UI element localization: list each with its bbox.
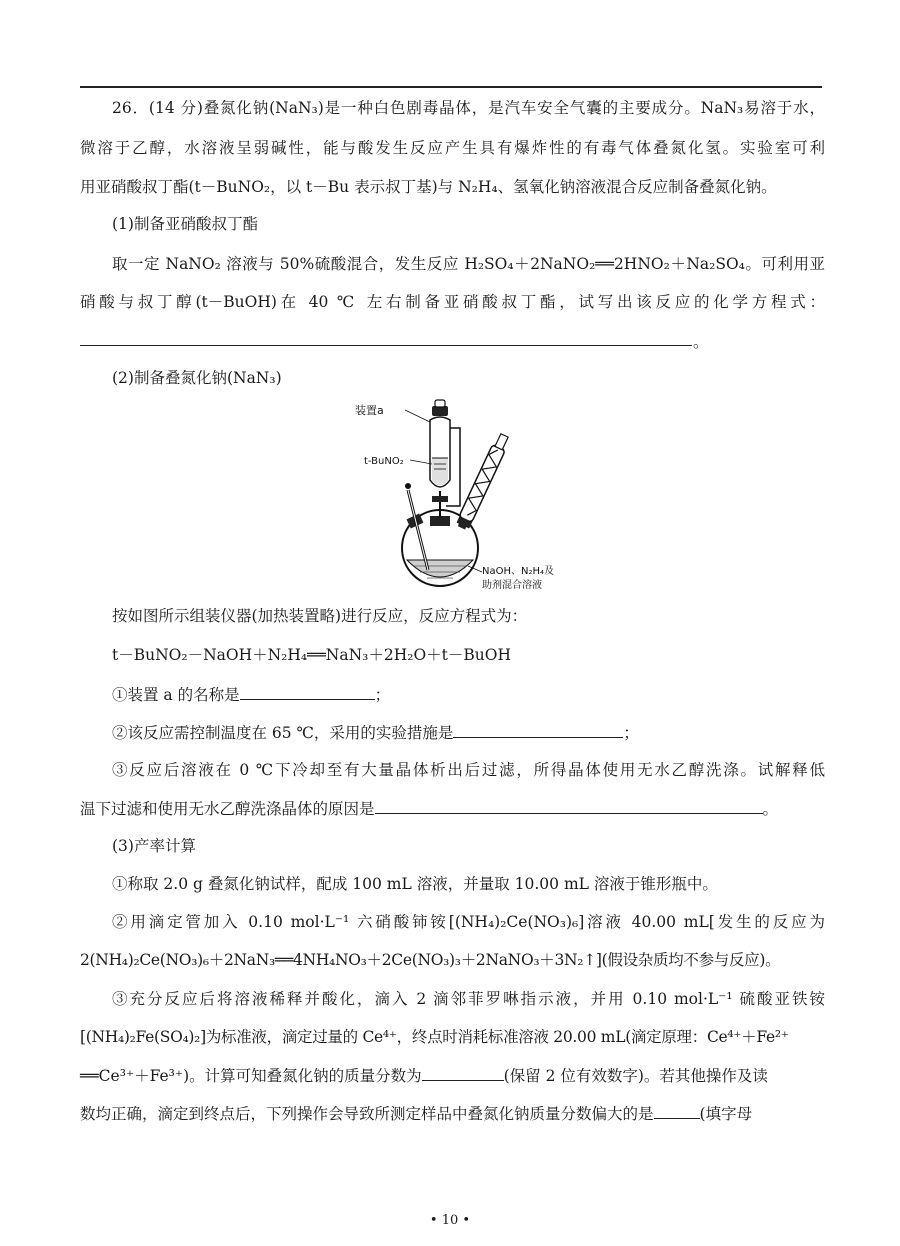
q3-suffix: 。 [762,800,779,818]
part2-q2 [112,722,825,743]
choice-answer-blank[interactable] [654,1103,700,1119]
s3-line3-prefix: ══Ce³⁺＋Fe³⁺)。计算可知叠氮化钠的质量分数为 [80,1067,422,1085]
part2-equation: t－BuNO₂－NaOH＋N₂H₄══NaN₃＋2H₂O＋t－BuOH [112,646,511,664]
label-solution-1: NaOH、N₂H₄及 [482,566,555,577]
q1-prefix: ①装置 a 的名称是 [112,686,240,704]
part3-step-2-line-1: ②用滴定管加入 0.10 mol·L⁻¹ 六硝酸铈铵[(NH₄)₂Ce(NO₃)₆]溶液 40.00 mL[发生的反应为 [112,913,825,931]
part2-q3-line-1: ③反应后溶液在 0 ℃下冷却至有大量晶体析出后过滤，所得晶体使用无水乙醇洗涤。试解释低 [112,761,825,779]
part1-title: (1)制备亚硝酸叔丁酯 [112,215,258,233]
part3-step-1: ①称取 2.0 g 叠氮化钠试样，配成 100 mL 溶液，并量取 10.00 mL 溶液于锥形瓶中。 [112,875,718,893]
part1-line-1: 取一定 NaNO₂ 溶液与 50%硫酸混合，发生反应 H₂SO₄＋2NaNO₂══2HNO₂＋Na₂SO₄。可利用亚 [112,255,825,273]
s3-line3-suffix: (保留 2 位有效数字)。若其他操作及读 [503,1067,768,1085]
q2-answer-blank[interactable] [453,722,623,738]
part2-title: (2)制备叠氮化钠(NaN₃) [112,369,282,387]
stopcock [432,496,448,502]
part1-end: 。 [693,333,709,351]
label-reagent: t-BuNO₂ [364,456,404,467]
part3-step-3-line-1: ③充分反应后将溶液稀释并酸化，滴入 2 滴邻菲罗啉指示液，并用 0.10 mol·L⁻¹ 硫酸亚铁铵 [112,990,825,1008]
s3-line4-suffix: (填字母 [699,1105,753,1123]
flask-liquid [407,560,473,577]
intro-line-1: 26．(14 分)叠氮化钠(NaN₃)是一种白色剧毒晶体，是汽车安全气囊的主要成分。NaN₃易溶于水， [112,99,825,117]
q2-suffix: ； [623,724,639,742]
part3-step-3-line-3 [80,1065,825,1086]
part2-q3-line-2 [80,798,825,819]
q1-suffix: ； [374,686,391,704]
intro-line-3: 用亚硝酸叔丁酯(t－BuNO₂，以 t－Bu 表示叔丁基)与 N₂H₄、氢氧化钠溶液混合反应制备叠氮化钠。 [80,178,777,196]
part2-line-1: 按如图所示组装仪器(加热装置略)进行反应，反应方程式为： [112,607,528,625]
q3-answer-blank[interactable] [375,798,763,814]
apparatus-figure [350,398,580,594]
top-rule [80,86,822,88]
part3-step-3-line-4 [80,1103,825,1124]
s3-line4-prefix: 数均正确，滴定到终点后，下列操作会导致所测定样品中叠氮化钠质量分数偏大的是 [80,1105,654,1123]
q1-answer-blank[interactable] [240,684,375,700]
part3-step-2-line-2: 2(NH₄)₂Ce(NO₃)₆＋2NaN₃══4NH₄NO₃＋2Ce(NO₃)₃＋2NaNO₃＋3N₂↑](假设杂质均不参与反应)。 [80,951,781,969]
page-number: • 10 • [429,1213,471,1228]
condenser [455,432,511,530]
part3-title: (3)产率计算 [112,837,196,855]
mass-fraction-answer-blank[interactable] [422,1065,504,1081]
intro-line-2: 微溶于乙醇，水溶液呈弱碱性，能与酸发生反应产生具有爆炸性的有毒气体叠氮化氢。实验室可利 [80,139,825,157]
q3-prefix: 温下过滤和使用无水乙醇洗涤晶体的原因是 [80,800,375,818]
part1-line-2: 硝酸与叔丁醇(t－BuOH)在 40 ℃ 左右制备亚硝酸叔丁酯，试写出该反应的化学方程式： [80,293,825,311]
label-solution-2: 助剂混合溶液 [482,580,542,591]
part3-step-3-line-2: [(NH₄)₂Fe(SO₄)₂]为标准液，滴定过量的 Ce⁴⁺，终点时消耗标准溶液 20.00 mL(滴定原理：Ce⁴⁺＋Fe²⁺ [80,1028,789,1046]
part2-q1 [112,684,825,705]
part1-answer-blank[interactable] [80,345,692,346]
q2-prefix: ②该反应需控制温度在 65 ℃，采用的实验措施是 [112,724,454,742]
label-device-a: 装置a [355,404,384,417]
